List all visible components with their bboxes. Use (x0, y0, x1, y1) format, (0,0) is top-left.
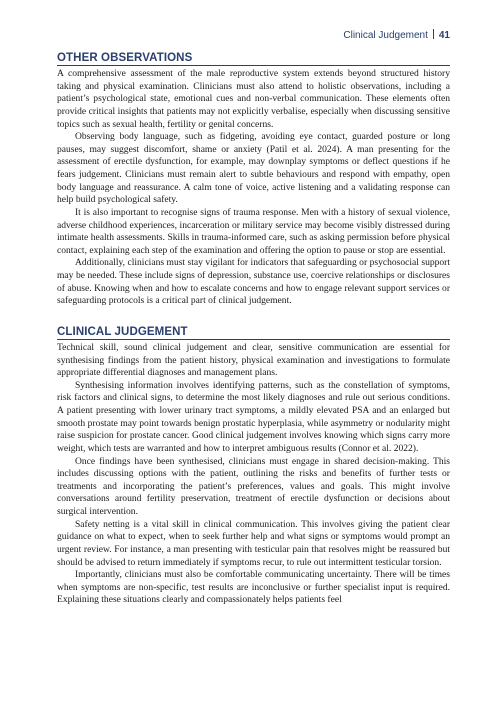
paragraph: Technical skill, sound clinical judgement and clear, sensitive communication are essential for synthesising findings from the patient history, physical examination and investigations to formulate appropriate differential diagnoses and management plans. (57, 341, 450, 379)
section-other-observations (57, 51, 450, 308)
chapter-title: Clinical Judgement (343, 30, 428, 41)
section-heading: CLINICAL JUDGEMENT (57, 325, 450, 340)
paragraph: A comprehensive assessment of the male reproductive system extends beyond structured history taking and physical examination. Clinicians must also attend to holistic observations, including a patient’s psychological state, emotional cues and non-verbal communication. These elements often provide critical insights that patients may not explicitly verbalise, especially when discussing sensitive topics such as sexual health, fertility or genital concerns. (57, 68, 450, 130)
paragraph: Synthesising information involves identifying patterns, such as the constellation of symptoms, risk factors and clinical signs, to determine the most likely diagnoses and rule out serious conditions. A patient presenting with lower urinary tract symptoms, a mildly elevated PSA and an enlarged but smooth prostate may point towards benign prostatic hyperplasia, while asymmetry or nodularity might raise suspicion for prostate cancer. Good clinical judgement involves knowing which signs carry more weight, which tests are warranted and how to interpret ambiguous results (Connor et al. 2022). (57, 379, 450, 454)
section-heading: OTHER OBSERVATIONS (57, 51, 450, 66)
section-clinical-judgement (57, 325, 450, 607)
paragraph: It is also important to recognise signs of trauma response. Men with a history of sexual violence, adverse childhood experiences, incarceration or military service may become visibly distressed during intimate health assessments. Skills in trauma-informed care, such as asking permission before physical contact, explaining each step of the examination and offering the option to pause or stop are essential. (57, 206, 450, 256)
running-header (343, 29, 450, 41)
paragraph: Additionally, clinicians must stay vigilant for indicators that safeguarding or psychosocial support may be needed. These include signs of depression, substance use, coercive relationships or disclosures of abuse. Knowing when and how to escalate concerns and how to engage relevant support services or safeguarding protocols is a critical part of clinical judgement. (57, 257, 450, 307)
paragraph: Importantly, clinicians must also be comfortable communicating uncertainty. There will be times when symptoms are non-specific, test results are inconclusive or further specialist input is required. Explaining these situations clearly and compassionately helps patients feel (57, 569, 450, 606)
header-separator (433, 29, 434, 39)
paragraph: Once findings have been synthesised, clinicians must engage in shared decision-making. This includes discussing options with the patient, outlining the risks and benefits of further tests or treatments and incorporating the patient’s preferences, values and goals. This might involve conversations around fertility preservation, treatment of erectile dysfunction or decisions about surgical intervention. (57, 455, 450, 517)
page-content (57, 51, 450, 624)
page-number: 41 (438, 30, 450, 41)
paragraph: Safety netting is a vital skill in clinical communication. This involves giving the patient clear guidance on what to expect, when to seek further help and what signs or symptoms would prompt an urgent review. For instance, a man presenting with testicular pain that resolves might be reassured but should be advised to return immediately if symptoms recur, to rule out intermittent testicular torsion. (57, 518, 450, 568)
paragraph: Observing body language, such as fidgeting, avoiding eye contact, guarded posture or long pauses, may suggest discomfort, shame or anxiety (Patil et al. 2024). A man presenting for the assessment of erectile dysfunction, for example, may downplay symptoms or deflect questions if he fears judgement. Clinicians must remain alert to subtle behaviours and respond with empathy, open body language and reassurance. A calm tone of voice, active listening and a validating response can help build psychological safety. (57, 131, 450, 206)
